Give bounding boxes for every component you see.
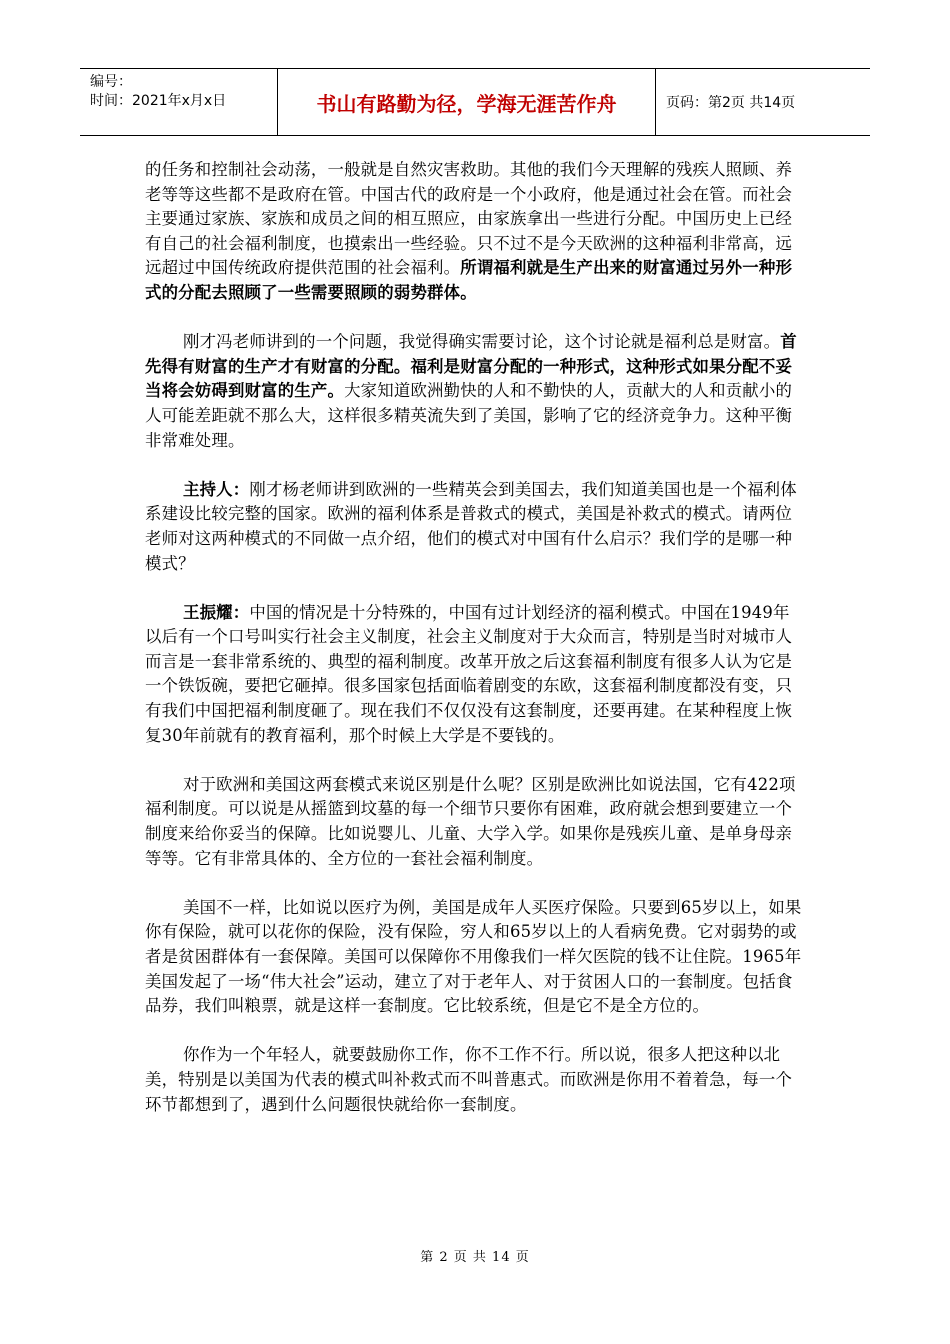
- paragraph-1: [145, 158, 805, 306]
- paragraph-4: [145, 601, 805, 749]
- document-body: [145, 158, 805, 1142]
- document-number-label: 编号：: [90, 74, 132, 90]
- paragraph-2: [145, 330, 805, 453]
- paragraph-1-bold: 所谓福利就是生产出来的财富通过另外一种形式的分配去照顾了一些需要照顾的弱势群体。: [145, 258, 793, 302]
- paragraph-6: [145, 896, 805, 1019]
- paragraph-5: [145, 773, 805, 871]
- paragraph-3-text: 刚才杨老师讲到欧洲的一些精英会到美国去，我们知道美国也是一个福利体系建设比较完整的国家。欧洲的福利体系是普救式的模式，美国是补救式的模式。请两位老师对这两种模式的不同做一点介绍，他们的模式对中国有什么启示？我们学的是哪一种模式？: [145, 479, 797, 573]
- paragraph-5-text: 对于欧洲和美国这两套模式来说区别是什么呢？区别是欧洲比如说法国，它有422项福利制度。可以说是从摇篮到坟墓的每一个细节只要你有困难，政府就会想到要建立一个制度来给你妥当的保障。比如说婴儿、儿童、大学入学。如果你是残疾儿童、是单身母亲等等。它有非常具体的、全方位的一套社会福利制度。: [145, 774, 796, 868]
- speaker-wang-zhenyao: 王振耀：: [183, 602, 250, 622]
- paragraph-2-lead: 刚才冯老师讲到的一个问题，我觉得确实需要讨论，这个讨论就是福利总是财富。: [183, 332, 781, 352]
- header-meta: [80, 69, 278, 135]
- header-motto-cell: [278, 69, 656, 135]
- paragraph-4-text: 中国的情况是十分特殊的，中国有过计划经济的福利模式。中国在1949年以后有一个口号叫实行社会主义制度，社会主义制度对于大众而言，特别是当时对城市人而言是一套非常系统的、典型的福利制度。改革开放之后这套福利制度有很多人认为它是一个铁饭碗，要把它砸掉。很多国家包括面临着剧变的东欧，这套福利制度都没有变，只有我们中国把福利制度砸了。现在我们不仅仅没有这套制度，还要再建。在某种程度上恢复30年前就有的教育福利，那个时候上大学是不要钱的。: [145, 602, 793, 745]
- speaker-host: 主持人：: [183, 479, 250, 499]
- paragraph-3: [145, 478, 805, 576]
- paragraph-2-tail: 大家知道欧洲勤快的人和不勤快的人，贡献大的人和贡献小的人可能差距就不那么大，这样很多精英流失到了美国，影响了它的经济竞争力。这种平衡非常难处理。: [145, 381, 793, 450]
- footer-page-number: 第 2 页 共 14 页: [420, 1250, 530, 1265]
- page-footer: [0, 1246, 950, 1265]
- paragraph-1-text: 的任务和控制社会动荡，一般就是自然灾害救助。其他的我们今天理解的残疾人照顾、养老等等这些都不是政府在管。中国古代的政府是一个小政府，他是通过社会在管。而社会主要通过家族、家族和成员之间的相互照应，由家族拿出一些进行分配。中国历史上已经有自己的社会福利制度，也摸索出一些经验。只不过不是今天欧洲的这种福利非常高，远远超过中国传统政府提供范围的社会福利。: [145, 160, 793, 278]
- paragraph-7: [145, 1043, 805, 1117]
- page-info-text: 页码：第2页 共14页: [666, 95, 796, 111]
- paragraph-2-bold: 首先得有财富的生产才有财富的分配。福利是财富分配的一种形式，这种形式如果分配不妥当将会妨碍到财富的生产。: [145, 332, 797, 401]
- header-motto: 书山有路勤为径，学海无涯苦作舟: [316, 91, 617, 116]
- header-page-info: [656, 69, 870, 135]
- page-header: [80, 68, 870, 136]
- paragraph-7-text: 你作为一个年轻人，就要鼓励你工作，你不工作不行。所以说，很多人把这种以北美，特别是以美国为代表的模式叫补救式而不叫普惠式。而欧洲是你用不着着急，每一个环节都想到了，遇到什么问题很快就给你一套制度。: [145, 1045, 793, 1114]
- paragraph-6-text: 美国不一样，比如说以医疗为例，美国是成年人买医疗保险。只要到65岁以上，如果你有保险，就可以花你的保险，没有保险，穷人和65岁以上的人看病免费。它对弱势的或者是贫困群体有一套保障。美国可以保障你不用像我们一样欠医院的钱不让住院。1965年美国发起了一场“伟大社会”运动，建立了对于老年人、对于贫困人口的一套制度。包括食品券，我们叫粮票，就是这样一套制度。它比较系统，但是它不是全方位的。: [145, 897, 802, 1016]
- document-time-label: 时间：2021年x月x日: [90, 93, 227, 109]
